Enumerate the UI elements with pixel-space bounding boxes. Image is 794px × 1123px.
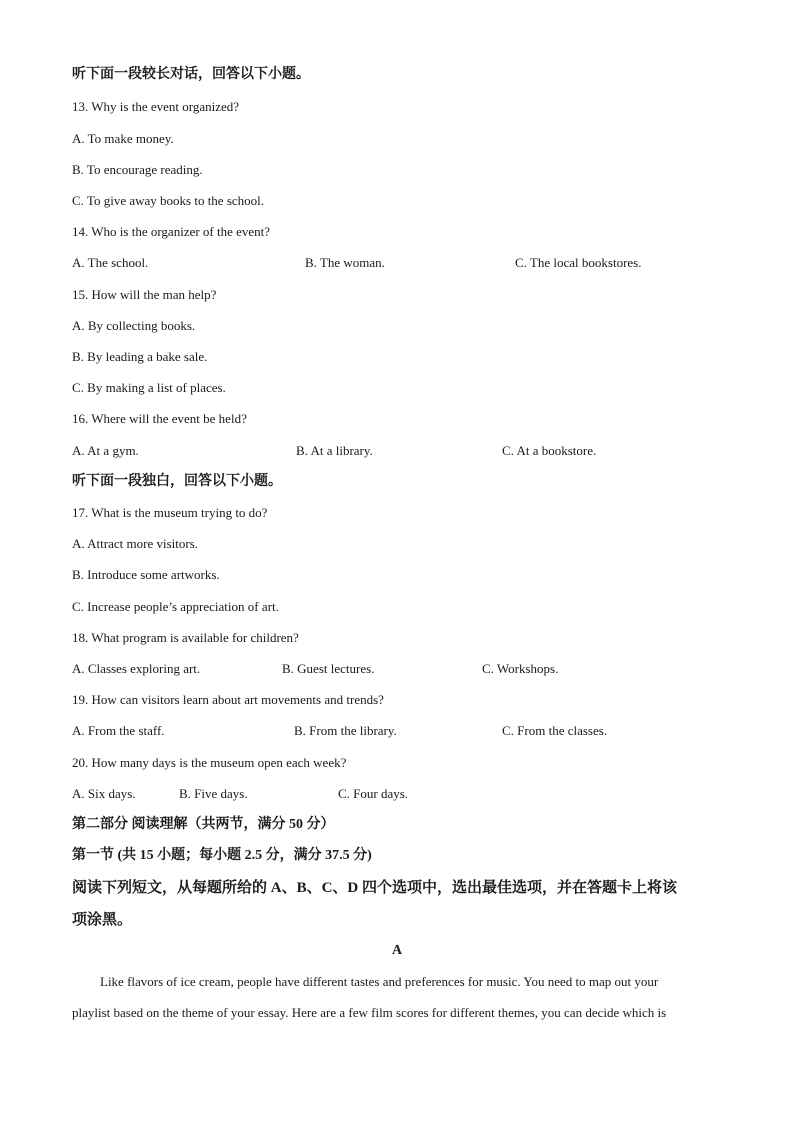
q19-option-c: C. From the classes. bbox=[502, 723, 608, 738]
part2-heading: 第二部分 阅读理解（共两节，满分 50 分） bbox=[72, 817, 335, 832]
q19-option-a: A. From the staff. bbox=[72, 723, 165, 738]
q17-option-a: A. Attract more visitors. bbox=[72, 536, 199, 551]
section1-heading: 第一节 (共 15 小题；每小题 2.5 分，满分 37.5 分) bbox=[72, 848, 372, 863]
passage-line-1: Like flavors of ice cream, people have different tastes and preferences for music. You need to map out your bbox=[100, 974, 659, 989]
q17-stem: 17. What is the museum trying to do? bbox=[72, 505, 268, 520]
instruction-line-2: 项涂黑。 bbox=[72, 912, 133, 928]
q14-stem: 14. Who is the organizer of the event? bbox=[72, 224, 271, 239]
q13-stem: 13. Why is the event organized? bbox=[72, 99, 240, 114]
q17-option-b: B. Introduce some artworks. bbox=[72, 567, 220, 582]
q18-option-c: C. Workshops. bbox=[482, 661, 559, 676]
q13-option-b: B. To encourage reading. bbox=[72, 162, 203, 177]
q18-option-b: B. Guest lectures. bbox=[282, 661, 375, 676]
q13-option-c: C. To give away books to the school. bbox=[72, 193, 265, 208]
q18-stem: 18. What program is available for children? bbox=[72, 630, 299, 645]
q20-option-a: A. Six days. bbox=[72, 786, 136, 801]
q20-option-b: B. Five days. bbox=[179, 786, 248, 801]
q20-option-c: C. Four days. bbox=[338, 786, 409, 801]
q17-option-c: C. Increase people’s appreciation of art. bbox=[72, 599, 279, 614]
q14-option-c: C. The local bookstores. bbox=[515, 255, 642, 270]
q15-stem: 15. How will the man help? bbox=[72, 287, 217, 302]
q15-option-a: A. By collecting books. bbox=[72, 318, 196, 333]
q16-option-a: A. At a gym. bbox=[72, 443, 139, 458]
q19-stem: 19. How can visitors learn about art movements and trends? bbox=[72, 692, 384, 707]
dialogue-heading: 听下面一段较长对话，回答以下小题。 bbox=[72, 67, 310, 82]
q16-option-b: B. At a library. bbox=[296, 443, 373, 458]
q14-option-a: A. The school. bbox=[72, 255, 149, 270]
q15-option-c: C. By making a list of places. bbox=[72, 380, 226, 395]
passage-line-2: playlist based on the theme of your essay. Here are a few film scores for different themes, you can decide which is bbox=[72, 1005, 667, 1020]
q14-option-b: B. The woman. bbox=[305, 255, 385, 270]
q16-stem: 16. Where will the event be held? bbox=[72, 411, 247, 426]
q16-option-c: C. At a bookstore. bbox=[502, 443, 597, 458]
q15-option-b: B. By leading a bake sale. bbox=[72, 349, 208, 364]
instruction-line-1: 阅读下列短文，从每题所给的 A、B、C、D 四个选项中，选出最佳选项，并在答题卡上将该 bbox=[72, 880, 678, 896]
monologue-heading: 听下面一段独白，回答以下小题。 bbox=[72, 474, 282, 489]
q18-option-a: A. Classes exploring art. bbox=[72, 661, 201, 676]
q20-stem: 20. How many days is the museum open each week? bbox=[72, 755, 347, 770]
passage-label: A bbox=[391, 943, 403, 958]
q19-option-b: B. From the library. bbox=[294, 723, 397, 738]
q13-option-a: A. To make money. bbox=[72, 131, 174, 146]
